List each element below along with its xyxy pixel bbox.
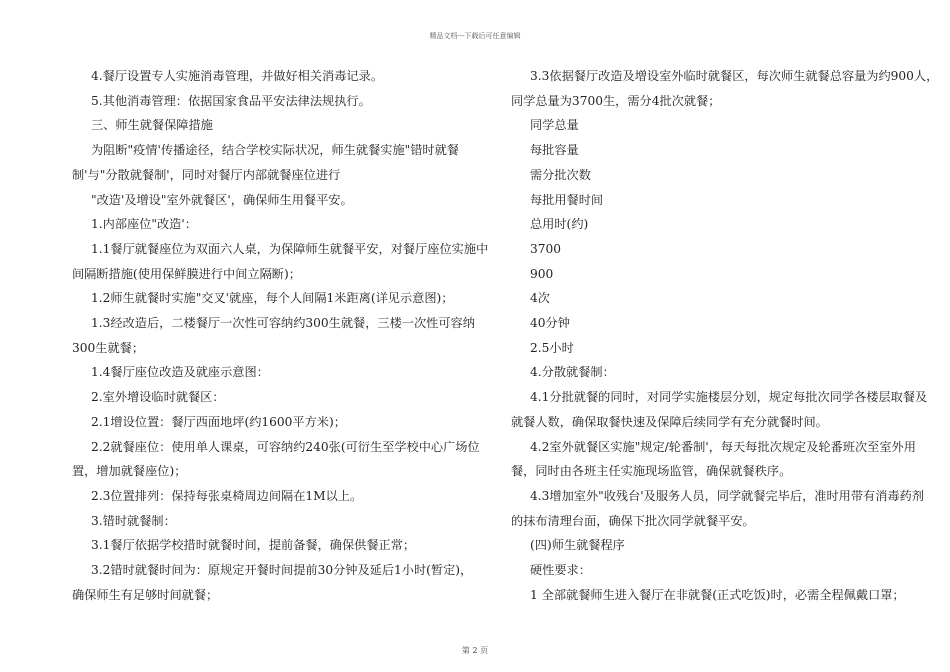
left-text-column xyxy=(72,64,489,607)
text-line: 4.1分批就餐的同时，对同学实施楼层分划，规定每批次同学各楼层取餐及 xyxy=(530,390,928,405)
text-line: 就餐人数，确保取餐快速及保障后续同学有充分就餐时间。 xyxy=(511,414,828,429)
page-header: 精品文档---下载后可任意编辑 xyxy=(429,32,521,40)
text-line: 5.其他消毒管理：依据国家食品平安法律法规执行。 xyxy=(91,93,371,108)
text-line: 40分钟 xyxy=(530,316,570,331)
text-line: 3.1餐厅依据学校措时就餐时间，提前备餐，确保供餐正常； xyxy=(91,538,416,553)
text-line: 总用时(约) xyxy=(530,217,589,232)
text-line: 3.3依据餐厅改造及增设室外临时就餐区，每次师生就餐总容量为约900人， xyxy=(530,69,939,83)
text-line: 900 xyxy=(530,266,554,281)
text-line: "改造'及增设"室外就餐区'，确保师生用餐平安。 xyxy=(91,192,353,207)
text-line: 1.3经改造后，二楼餐厅一次性可容纳约300生就餐，三楼一次性可容纳 xyxy=(91,316,475,331)
text-line: 同学总量为3700生，需分4批次就餐； xyxy=(511,93,721,108)
text-line: 4.2室外就餐区实施"规定/轮番制'，每天每批次规定及轮番班次至室外用 xyxy=(530,439,916,454)
text-line: 300生就餐； xyxy=(72,340,145,355)
text-line: 3700 xyxy=(530,241,562,256)
text-line: 4次 xyxy=(530,291,550,306)
text-line: 为阻断"疫情'传播途径，结合学校实际状况，师生就餐实施"错时就餐 xyxy=(91,143,459,158)
text-line: 制'与"分散就餐制'，同时对餐厅内部就餐座位进行 xyxy=(72,167,341,182)
text-line: 2.1增设位置：餐厅西面地坪(约1600平方米)； xyxy=(91,414,346,429)
text-line: 3.2错时就餐时间为：原规定开餐时间提前30分钟及延后1小时(暂定)， xyxy=(91,563,473,578)
text-line: 同学总量 xyxy=(530,118,579,133)
text-line: 确保师生有足够时间就餐； xyxy=(72,587,219,602)
text-line: (四)师生就餐程序 xyxy=(530,538,625,553)
text-line: 2.3位置排列：保持每张桌椅周边间隔在1M以上。 xyxy=(91,488,363,503)
text-line: 3.错时就餐制： xyxy=(91,513,176,528)
text-line: 1.内部座位"改造'： xyxy=(91,217,197,232)
text-line: 每批用餐时间 xyxy=(530,192,604,207)
text-line: 2.2就餐座位：使用单人课桌，可容纳约240张(可衍生至学校中心广场位 xyxy=(91,439,480,454)
text-line: 三、师生就餐保障措施 xyxy=(91,118,213,133)
text-line: 4.3增加室外"收残台'及服务人员，同学就餐完毕后，准时用带有消毒药剂 xyxy=(530,488,924,503)
text-line: 间隔断措施(使用保鲜膜进行中间立隔断)； xyxy=(72,266,301,281)
text-line: 2.室外增设临时就餐区： xyxy=(91,390,225,405)
text-line: 1.1餐厅就餐座位为双面六人桌，为保障师生就餐平安，对餐厅座位实施中 xyxy=(91,241,489,256)
text-line: 2.5小时 xyxy=(530,340,574,355)
page-number: 第 2 页 xyxy=(461,646,489,655)
text-line: 餐，同时由各班主任实施现场监管，确保就餐秩序。 xyxy=(511,464,792,479)
text-line: 的抹布清理台面，确保下批次同学就餐平安。 xyxy=(511,513,755,528)
text-line: 硬性要求： xyxy=(530,563,591,578)
text-line: 置，增加就餐座位)； xyxy=(72,464,187,479)
text-line: 每批容量 xyxy=(530,143,579,158)
text-line: 4.分散就餐制： xyxy=(530,365,615,380)
right-text-column xyxy=(511,64,939,607)
text-line: 1.4餐厅座位改造及就座示意图： xyxy=(91,365,269,380)
text-line: 4.餐厅设置专人实施消毒管理，并做好相关消毒记录。 xyxy=(91,69,383,83)
text-line: 1.2师生就餐时实施"交叉'就座，每个人间隔1米距离(详见示意图)； xyxy=(91,291,454,306)
text-line: 1 全部就餐师生进入餐厅在非就餐(正式吃饭)时，必需全程佩戴口罩； xyxy=(530,587,905,602)
text-line: 需分批次数 xyxy=(530,167,591,182)
